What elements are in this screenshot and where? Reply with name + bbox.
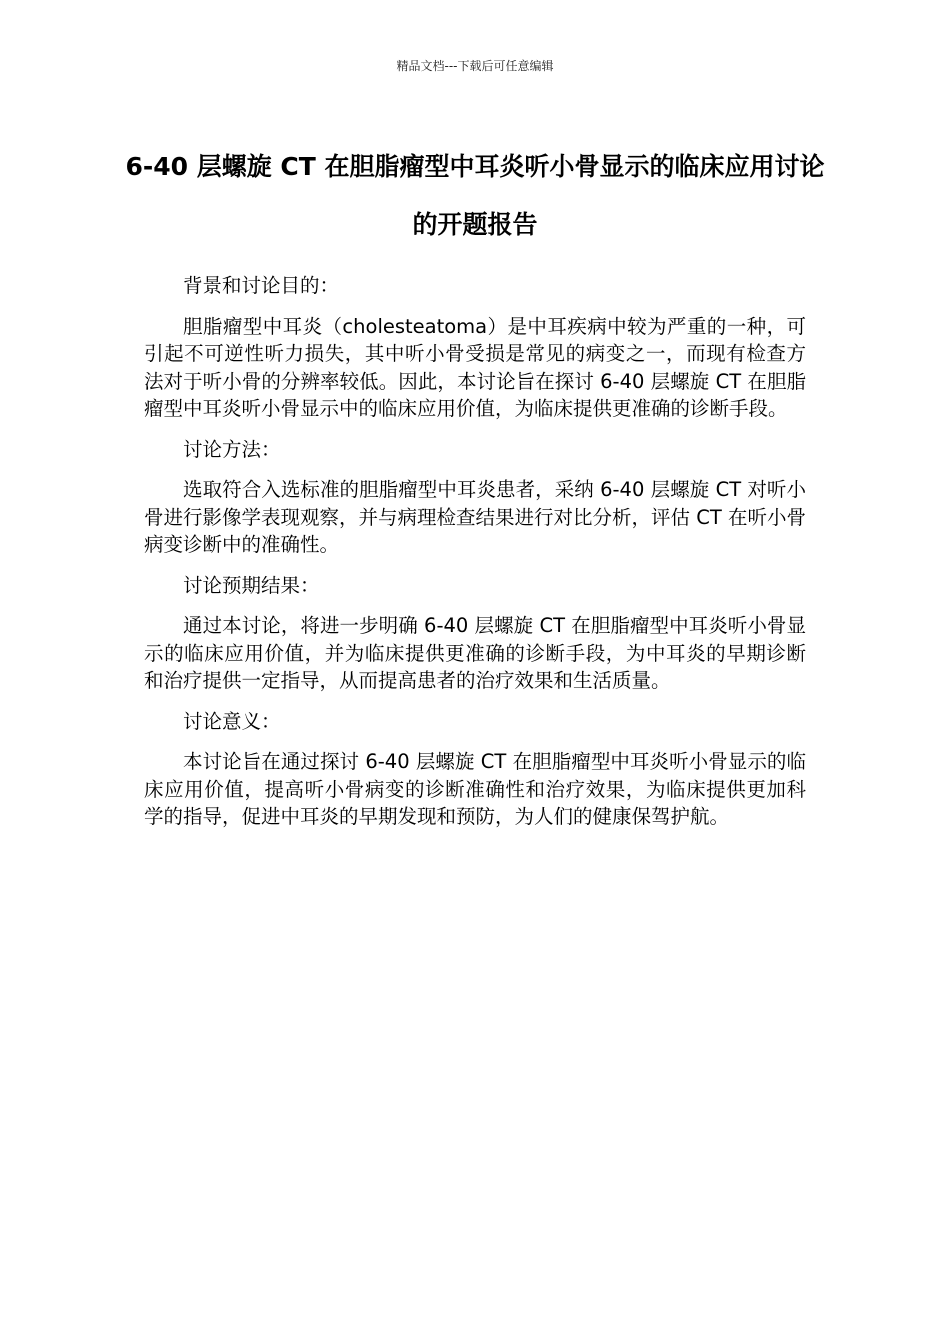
section-heading-method: 讨论方法：	[183, 437, 281, 461]
document-body	[144, 272, 806, 844]
document-title: 6-40 层螺旋 CT 在胆脂瘤型中耳炎听小骨显示的临床应用讨论的开题报告	[125, 152, 825, 239]
header-note: 精品文档---下载后可任意编辑	[396, 59, 554, 73]
section-text-expected-results: 通过本讨论，将进一步明确 6-40 层螺旋 CT 在胆脂瘤型中耳炎听小骨显示的临床应用价值，并为临床提供更准确的诊断手段，为中耳炎的早期诊断和治疗提供一定指导，从而提高患者的治疗效果和生活质量。	[144, 614, 806, 692]
section-text-significance: 本讨论旨在通过探讨 6-40 层螺旋 CT 在胆脂瘤型中耳炎听小骨显示的临床应用价值，提高听小骨病变的诊断准确性和治疗效果，为临床提供更加科学的指导，促进中耳炎的早期发现和预防，为人们的健康保驾护航。	[144, 750, 806, 828]
section-text-method: 选取符合入选标准的胆脂瘤型中耳炎患者，采纳 6-40 层螺旋 CT 对听小骨进行影像学表现观察，并与病理检查结果进行对比分析，评估 CT 在听小骨病变诊断中的准确性。	[144, 478, 806, 556]
section-heading-background: 背景和讨论目的：	[183, 274, 340, 297]
section-text-background: 胆脂瘤型中耳炎（cholesteatoma）是中耳疾病中较为严重的一种，可引起不可逆性听力损失，其中听小骨受损是常见的病变之一，而现有检查方法对于听小骨的分辨率较低。因此，本讨论旨在探讨 6-40 层螺旋 CT 在胆脂瘤型中耳炎听小骨显示中的临床应用价值，为临床提供更准确的诊断手段。	[144, 314, 806, 420]
section-heading-significance: 讨论意义：	[183, 709, 281, 733]
section-heading-expected-results: 讨论预期结果：	[183, 573, 320, 597]
